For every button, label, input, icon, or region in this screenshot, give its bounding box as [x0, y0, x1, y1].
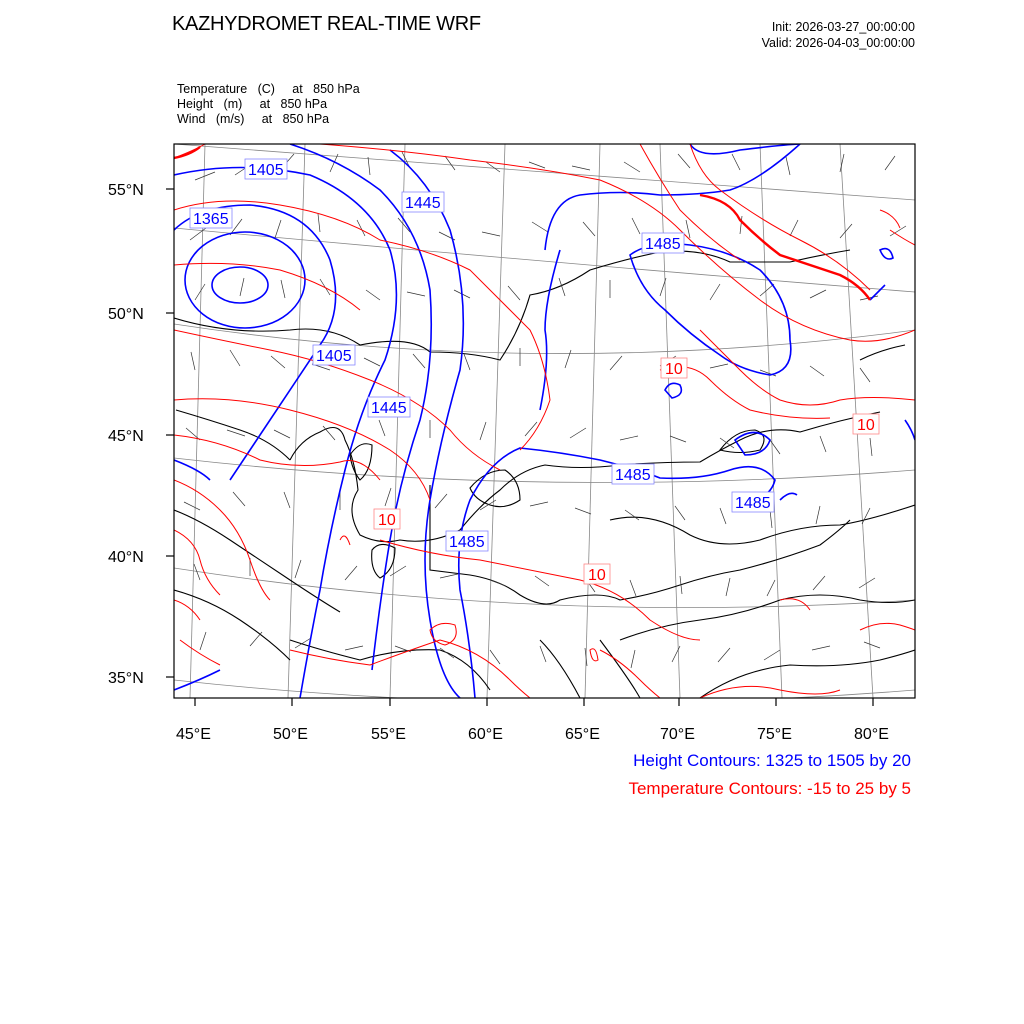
variable-temperature: Temperature (C) at 850 hPa	[177, 82, 360, 96]
lat-label-45: 45°N	[108, 428, 144, 445]
map-content	[174, 144, 915, 703]
valid-time: Valid: 2026-04-03_00:00:00	[761, 36, 915, 50]
lon-label-45: 45°E	[176, 726, 211, 743]
lon-label-75: 75°E	[757, 726, 792, 743]
graticule	[174, 144, 915, 703]
variable-height: Height (m) at 850 hPa	[177, 97, 328, 111]
init-time: Init: 2026-03-27_00:00:00	[771, 20, 915, 34]
map-title: KAZHYDROMET REAL-TIME WRF	[172, 13, 481, 35]
variable-wind: Wind (m/s) at 850 hPa	[177, 112, 330, 126]
lat-label-50: 50°N	[108, 306, 144, 323]
height-label: 1485	[735, 495, 771, 512]
temperature-legend: Temperature Contours: -15 to 25 by 5	[628, 779, 911, 798]
lon-label-55: 55°E	[371, 726, 406, 743]
lat-label-35: 35°N	[108, 670, 144, 687]
lat-label-55: 55°N	[108, 182, 144, 199]
height-label: 1485	[449, 534, 485, 551]
height-label: 1485	[615, 467, 651, 484]
height-label: 1405	[316, 348, 352, 365]
height-contour-labels	[190, 159, 774, 551]
lon-label-70: 70°E	[660, 726, 695, 743]
lat-label-40: 40°N	[108, 549, 144, 566]
height-label: 1445	[405, 195, 441, 212]
temperature-label: 10	[588, 567, 606, 584]
temperature-label: 10	[857, 417, 875, 434]
lat-ticks	[166, 189, 174, 677]
lon-label-80: 80°E	[854, 726, 889, 743]
height-contours	[174, 144, 915, 698]
height-legend: Height Contours: 1325 to 1505 by 20	[633, 751, 911, 770]
lon-ticks	[195, 698, 873, 706]
height-label: 1365	[193, 211, 229, 228]
wind-barbs	[184, 152, 906, 668]
temperature-label: 10	[378, 512, 396, 529]
height-label: 1485	[645, 236, 681, 253]
lon-label-60: 60°E	[468, 726, 503, 743]
temperature-label: 10	[665, 361, 683, 378]
lon-label-65: 65°E	[565, 726, 600, 743]
temperature-contours	[174, 144, 915, 698]
country-boundaries	[174, 250, 915, 698]
plot-frame	[174, 144, 915, 698]
lon-label-50: 50°E	[273, 726, 308, 743]
height-label: 1405	[248, 162, 284, 179]
height-label: 1445	[371, 400, 407, 417]
